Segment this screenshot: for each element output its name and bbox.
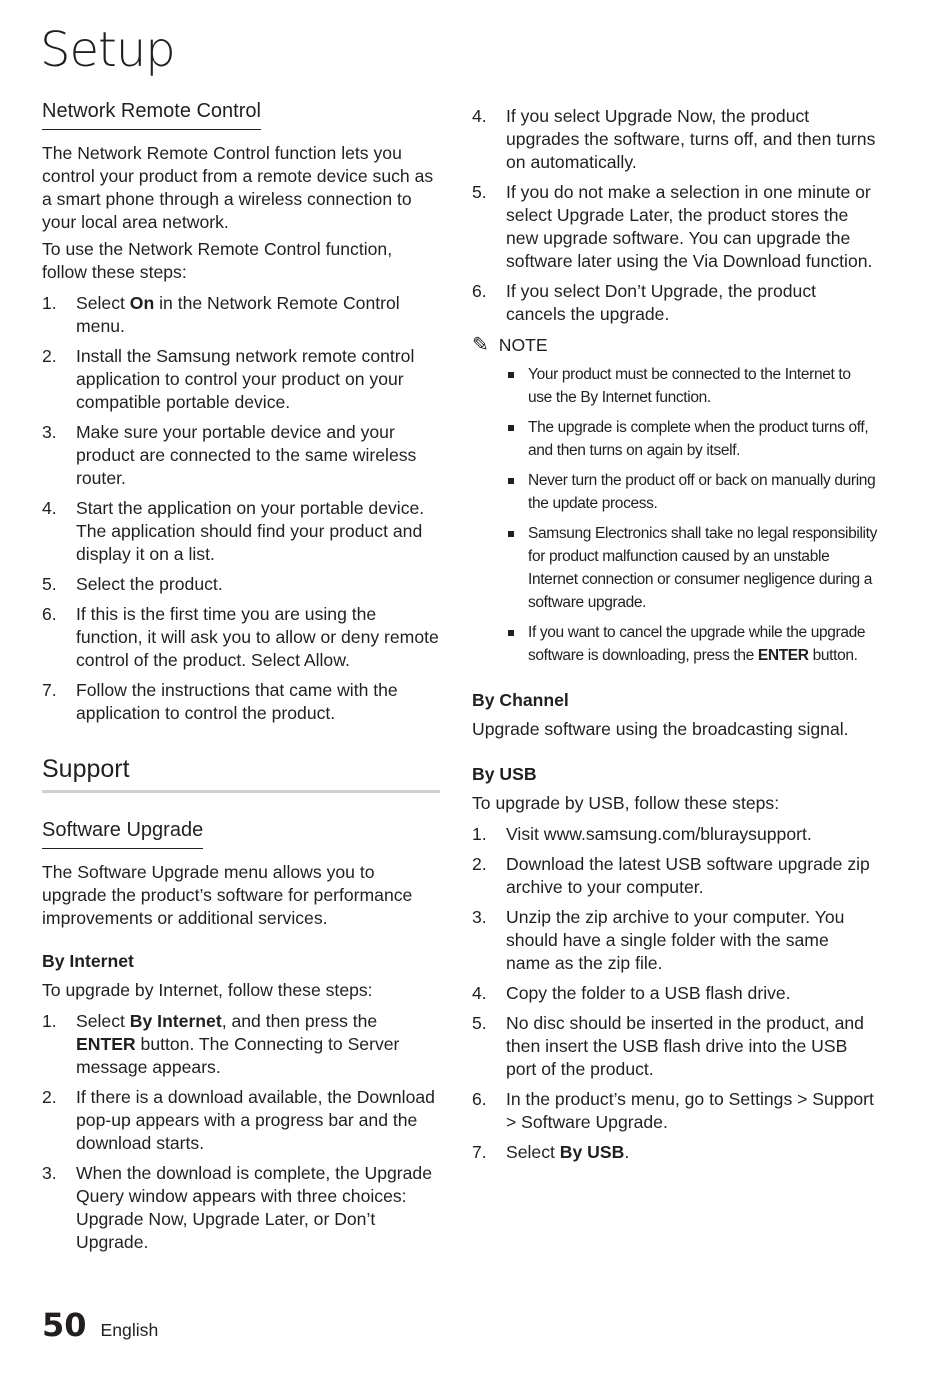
list-item bbox=[472, 853, 877, 899]
note-item bbox=[506, 621, 877, 667]
network-remote-para2: To use the Network Remote Control function, follow these steps: bbox=[42, 239, 393, 282]
note-text-part: The upgrade is complete when the product turns off, and then turns on again by itself. bbox=[528, 419, 869, 459]
note-text-part: Never turn the product off or back on manually during the update process. bbox=[528, 472, 876, 512]
list-item bbox=[472, 1088, 877, 1134]
step-text-part: Select bbox=[76, 1011, 130, 1031]
step-number: 5. bbox=[472, 182, 487, 202]
support-heading: Support bbox=[42, 755, 440, 793]
note-item bbox=[506, 469, 877, 515]
list-item bbox=[472, 105, 877, 174]
step-text-part: . bbox=[624, 1142, 630, 1162]
step-text bbox=[76, 293, 400, 336]
step-text-part: Copy the folder to a USB flash drive. bbox=[506, 983, 791, 1003]
by-usb-intro: To upgrade by USB, follow these steps: bbox=[472, 793, 780, 813]
step-text-part: Select bbox=[76, 293, 130, 313]
step-text-part: Follow the instructions that came with the application to control the product. bbox=[76, 680, 398, 723]
page-title: Setup bbox=[40, 22, 175, 78]
step-number: 3. bbox=[42, 1163, 57, 1183]
bullet-square-icon bbox=[508, 531, 514, 537]
step-text-part: Make sure your portable device and your product are connected to the same wireless router. bbox=[76, 422, 417, 488]
bold-term: By Internet bbox=[129, 1011, 222, 1031]
list-item bbox=[42, 497, 440, 566]
by-internet-intro: To upgrade by Internet, follow these steps: bbox=[42, 980, 373, 1000]
pencil-icon: ✎ bbox=[472, 334, 489, 356]
by-channel-text: Upgrade software using the broadcasting signal. bbox=[472, 719, 849, 739]
bullet-square-icon bbox=[508, 630, 514, 636]
step-text bbox=[506, 106, 875, 172]
step-number: 1. bbox=[42, 1011, 57, 1031]
step-text-part: If you select Don’t Upgrade, the product cancels the upgrade. bbox=[506, 281, 817, 324]
list-item bbox=[42, 1162, 440, 1254]
list-item bbox=[472, 1012, 877, 1081]
step-text-part: in the Network Remote Control menu. bbox=[76, 293, 400, 336]
step-text-part: If this is the first time you are using the function, it will ask you to allow or deny remote control of the product. Select Allow. bbox=[76, 604, 439, 670]
note-text-part: Your product must be connected to the Internet to use the By Internet function. bbox=[528, 366, 851, 406]
step-text-part: button. The Connecting to Server message appears. bbox=[76, 1034, 400, 1077]
step-text bbox=[76, 1163, 432, 1252]
list-item bbox=[42, 1086, 440, 1155]
software-upgrade-heading: Software Upgrade bbox=[42, 819, 203, 849]
step-number: 7. bbox=[42, 680, 57, 700]
by-internet-heading: By Internet bbox=[42, 951, 134, 971]
step-number: 7. bbox=[472, 1142, 487, 1162]
step-text bbox=[506, 854, 870, 897]
bullet-square-icon bbox=[508, 372, 514, 378]
step-text-part: Select bbox=[506, 1142, 560, 1162]
step-number: 4. bbox=[42, 498, 57, 518]
step-text bbox=[76, 1011, 399, 1077]
step-text-part: Visit www.samsung.com/bluraysupport. bbox=[506, 824, 812, 844]
list-item bbox=[42, 1010, 440, 1079]
step-text-part: If you select Upgrade Now, the product upgrades the software, turns off, and then turns on automatically. bbox=[506, 106, 876, 172]
note-text bbox=[528, 522, 877, 614]
bullet-square-icon bbox=[508, 478, 514, 484]
list-item bbox=[472, 982, 877, 1005]
step-number: 1. bbox=[472, 824, 487, 844]
step-text bbox=[76, 346, 414, 412]
step-number: 2. bbox=[42, 346, 57, 366]
network-remote-para1: The Network Remote Control function lets you control your product from a remote device such as a smart phone through a wireless connection to your local area network. bbox=[42, 143, 434, 232]
step-text bbox=[506, 1013, 864, 1079]
step-text-part: Select the product. bbox=[76, 574, 223, 594]
note-text-part: Samsung Electronics shall take no legal responsibility for product malfunction caused by an unstable Internet connection or consumer negligence during a software upgrade. bbox=[528, 525, 877, 611]
step-text bbox=[76, 422, 416, 488]
by-usb-heading: By USB bbox=[472, 764, 537, 784]
list-item bbox=[42, 345, 440, 414]
note-text bbox=[528, 469, 877, 515]
page-number: 50 bbox=[42, 1306, 87, 1344]
step-text bbox=[76, 1087, 435, 1153]
list-item bbox=[472, 181, 877, 273]
step-number: 1. bbox=[42, 293, 57, 313]
step-text bbox=[76, 604, 439, 670]
step-text-part: Start the application on your portable device. The application should find your product and display it on a list. bbox=[76, 498, 425, 564]
list-item bbox=[472, 1141, 877, 1164]
step-text bbox=[506, 824, 812, 844]
step-text-part: When the download is complete, the Upgrade Query window appears with three choices: Upgrade Now, Upgrade Later, or Don’t Upgrade. bbox=[76, 1163, 432, 1252]
by-usb-steps bbox=[472, 823, 877, 1164]
step-number: 6. bbox=[472, 281, 487, 301]
by-channel-heading: By Channel bbox=[472, 690, 569, 710]
list-item bbox=[42, 603, 440, 672]
step-text bbox=[506, 983, 791, 1003]
note-text bbox=[528, 416, 877, 462]
software-upgrade-para: The Software Upgrade menu allows you to upgrade the product’s software for performance improvements or additional services. bbox=[42, 862, 413, 928]
list-item bbox=[42, 421, 440, 490]
step-text bbox=[506, 1142, 629, 1162]
step-text bbox=[76, 574, 223, 594]
step-text-part: If you do not make a selection in one minute or select Upgrade Later, the product stores the new upgrade software. You can upgrade the software later using the Via Download function. bbox=[506, 182, 873, 271]
step-number: 6. bbox=[472, 1089, 487, 1109]
bullet-square-icon bbox=[508, 425, 514, 431]
bold-term: ENTER bbox=[757, 647, 809, 664]
step-text bbox=[76, 498, 424, 564]
step-text bbox=[506, 1089, 874, 1132]
step-number: 5. bbox=[472, 1013, 487, 1033]
by-internet-steps-continued bbox=[472, 105, 877, 326]
note-item bbox=[506, 416, 877, 462]
note-list bbox=[472, 363, 877, 667]
note-item bbox=[506, 363, 877, 409]
bold-term: ENTER bbox=[76, 1034, 136, 1054]
note-text bbox=[528, 621, 877, 667]
language-label: English bbox=[100, 1320, 159, 1340]
bold-term: On bbox=[129, 293, 155, 313]
bold-term: By USB bbox=[559, 1142, 625, 1162]
step-text-part: Unzip the zip archive to your computer. You should have a single folder with the same name as the zip file. bbox=[506, 907, 845, 973]
step-text-part: No disc should be inserted in the product, and then insert the USB flash drive into the USB port of the product. bbox=[506, 1013, 864, 1079]
step-number: 3. bbox=[472, 907, 487, 927]
step-text-part: , and then press the bbox=[221, 1011, 378, 1031]
step-text-part: In the product’s menu, go to Settings > Support > Software Upgrade. bbox=[506, 1089, 874, 1132]
step-text bbox=[506, 907, 844, 973]
list-item bbox=[472, 906, 877, 975]
step-number: 3. bbox=[42, 422, 57, 442]
step-text-part: Download the latest USB software upgrade zip archive to your computer. bbox=[506, 854, 870, 897]
list-item bbox=[42, 573, 440, 596]
right-column bbox=[472, 105, 877, 1171]
step-number: 6. bbox=[42, 604, 57, 624]
note-text bbox=[528, 363, 877, 409]
list-item bbox=[472, 823, 877, 846]
note-label: NOTE bbox=[498, 335, 548, 355]
page-footer bbox=[42, 1306, 158, 1344]
step-text bbox=[506, 182, 872, 271]
left-column bbox=[42, 100, 440, 1261]
list-item bbox=[42, 292, 440, 338]
step-number: 4. bbox=[472, 983, 487, 1003]
step-number: 2. bbox=[472, 854, 487, 874]
note-text-part: If you want to cancel the upgrade while the upgrade software is downloading, press the bbox=[528, 624, 866, 664]
by-internet-steps bbox=[42, 1010, 440, 1254]
step-text bbox=[76, 680, 398, 723]
list-item bbox=[42, 679, 440, 725]
network-remote-heading: Network Remote Control bbox=[42, 100, 261, 130]
step-number: 2. bbox=[42, 1087, 57, 1107]
step-number: 4. bbox=[472, 106, 487, 126]
step-text-part: If there is a download available, the Download pop-up appears with a progress bar and the download starts. bbox=[76, 1087, 435, 1153]
note-text-part: button. bbox=[808, 647, 858, 664]
step-number: 5. bbox=[42, 574, 57, 594]
note-header bbox=[472, 334, 877, 357]
note-item bbox=[506, 522, 877, 614]
list-item bbox=[472, 280, 877, 326]
step-text bbox=[506, 281, 816, 324]
network-remote-steps bbox=[42, 292, 440, 725]
step-text-part: Install the Samsung network remote control application to control your product on your compatible portable device. bbox=[76, 346, 415, 412]
